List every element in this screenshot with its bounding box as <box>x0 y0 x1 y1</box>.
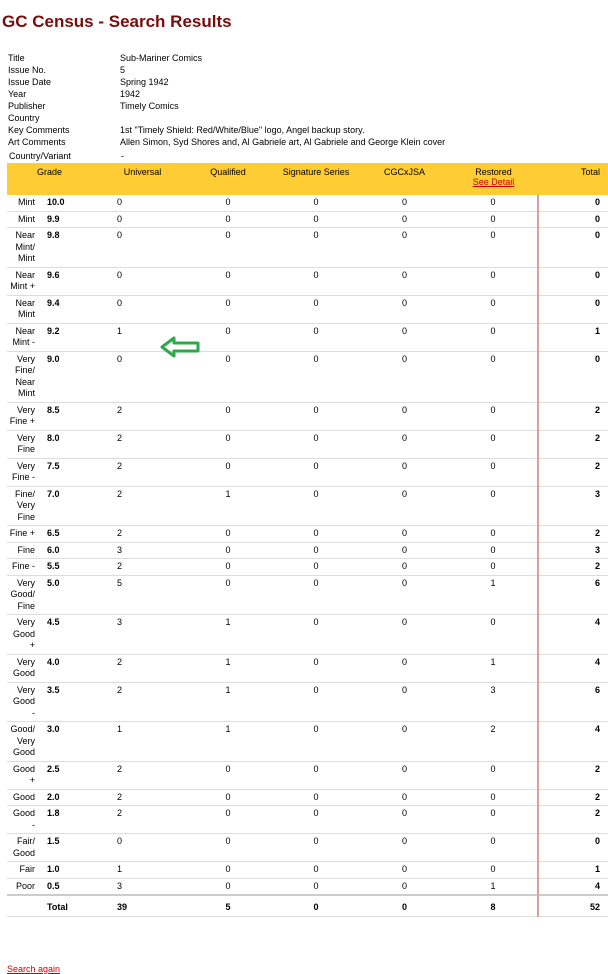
signature-count: 0 <box>272 402 360 430</box>
total-count: 1 <box>538 862 608 879</box>
totals-signature: 0 <box>272 895 360 916</box>
info-row <box>8 112 608 124</box>
universal-count: 2 <box>101 458 184 486</box>
restored-count: 3 <box>449 682 538 722</box>
cgcxjsa-count: 0 <box>360 323 449 351</box>
country-variant-label: Country/Variant <box>9 151 71 161</box>
grade-value: 9.9 <box>41 211 101 228</box>
qualified-count: 0 <box>184 211 272 228</box>
signature-count: 0 <box>272 789 360 806</box>
restored-count: 0 <box>449 615 538 655</box>
restored-count: 0 <box>449 806 538 834</box>
universal-count: 3 <box>101 615 184 655</box>
grade-value: 0.5 <box>41 878 101 895</box>
qualified-count: 0 <box>184 402 272 430</box>
restored-count: 0 <box>449 228 538 268</box>
universal-count: 0 <box>101 228 184 268</box>
cgcxjsa-count: 0 <box>360 542 449 559</box>
table-row <box>7 195 608 211</box>
grade-value: 4.0 <box>41 654 101 682</box>
info-value: Timely Comics <box>120 101 179 111</box>
table-row <box>7 211 608 228</box>
cgcxjsa-count: 0 <box>360 878 449 895</box>
grade-value: 8.5 <box>41 402 101 430</box>
cgcxjsa-count: 0 <box>360 486 449 526</box>
table-row <box>7 862 608 879</box>
grade-value: 7.5 <box>41 458 101 486</box>
header-universal: Universal <box>101 163 184 195</box>
signature-count: 0 <box>272 267 360 295</box>
signature-count: 0 <box>272 195 360 211</box>
table-row <box>7 542 608 559</box>
info-label: Publisher <box>8 101 46 111</box>
grade-value: 3.5 <box>41 682 101 722</box>
qualified-count: 0 <box>184 195 272 211</box>
universal-count: 2 <box>101 682 184 722</box>
table-row <box>7 722 608 762</box>
table-row <box>7 458 608 486</box>
total-count: 4 <box>538 878 608 895</box>
grade-name: Very Fine + <box>7 402 41 430</box>
info-label: Issue Date <box>8 77 52 87</box>
info-value: 5 <box>120 65 126 75</box>
grade-name: Good + <box>7 761 41 789</box>
grade-value: 9.2 <box>41 323 101 351</box>
header-restored-label: Restored <box>475 167 512 177</box>
info-value: Spring 1942 <box>120 77 169 87</box>
universal-count: 1 <box>101 862 184 879</box>
info-row <box>8 136 608 148</box>
total-count: 2 <box>538 402 608 430</box>
universal-count: 2 <box>101 486 184 526</box>
qualified-count: 0 <box>184 526 272 543</box>
grade-name: Fine/ Very Fine <box>7 486 41 526</box>
grade-value: 1.8 <box>41 806 101 834</box>
grade-name: Very Good + <box>7 615 41 655</box>
grade-value: 2.5 <box>41 761 101 789</box>
universal-count: 2 <box>101 402 184 430</box>
table-row <box>7 789 608 806</box>
cgcxjsa-count: 0 <box>360 402 449 430</box>
table-row <box>7 402 608 430</box>
info-value: 1st "Timely Shield: Red/White/Blue" logo, Angel backup story. <box>120 125 365 135</box>
restored-count: 0 <box>449 761 538 789</box>
totals-universal: 39 <box>101 895 184 916</box>
grade-value: 4.5 <box>41 615 101 655</box>
universal-count: 1 <box>101 323 184 351</box>
total-count: 0 <box>538 295 608 323</box>
signature-count: 0 <box>272 615 360 655</box>
qualified-count: 0 <box>184 351 272 402</box>
grade-value: 9.0 <box>41 351 101 402</box>
signature-count: 0 <box>272 862 360 879</box>
total-count: 2 <box>538 526 608 543</box>
info-row <box>8 76 608 88</box>
cgcxjsa-count: 0 <box>360 351 449 402</box>
qualified-count: 0 <box>184 430 272 458</box>
grade-value: 10.0 <box>41 195 101 211</box>
table-row <box>7 486 608 526</box>
header-qualified: Qualified <box>184 163 272 195</box>
restored-count: 0 <box>449 458 538 486</box>
grade-name: Near Mint - <box>7 323 41 351</box>
signature-count: 0 <box>272 834 360 862</box>
restored-count: 0 <box>449 789 538 806</box>
cgcxjsa-count: 0 <box>360 458 449 486</box>
info-row <box>8 88 608 100</box>
total-count: 2 <box>538 458 608 486</box>
total-count: 2 <box>538 761 608 789</box>
restored-count: 0 <box>449 559 538 576</box>
grade-name: Fine + <box>7 526 41 543</box>
restored-count: 0 <box>449 526 538 543</box>
comic-info <box>8 52 608 148</box>
qualified-count: 0 <box>184 761 272 789</box>
total-count: 2 <box>538 430 608 458</box>
universal-count: 0 <box>101 195 184 211</box>
restored-count: 1 <box>449 878 538 895</box>
universal-count: 2 <box>101 430 184 458</box>
table-row <box>7 295 608 323</box>
signature-count: 0 <box>272 486 360 526</box>
qualified-count: 0 <box>184 575 272 615</box>
cgcxjsa-count: 0 <box>360 862 449 879</box>
signature-count: 0 <box>272 542 360 559</box>
qualified-count: 0 <box>184 789 272 806</box>
restored-count: 0 <box>449 267 538 295</box>
grade-value: 9.8 <box>41 228 101 268</box>
cgcxjsa-count: 0 <box>360 559 449 576</box>
grade-name: Near Mint + <box>7 267 41 295</box>
table-row <box>7 654 608 682</box>
cgcxjsa-count: 0 <box>360 228 449 268</box>
signature-count: 0 <box>272 761 360 789</box>
table-row <box>7 559 608 576</box>
header-grade: Grade <box>7 163 101 195</box>
restored-count: 0 <box>449 862 538 879</box>
grade-name: Fair <box>7 862 41 879</box>
signature-count: 0 <box>272 211 360 228</box>
restored-count: 0 <box>449 542 538 559</box>
universal-count: 2 <box>101 789 184 806</box>
grade-name: Mint <box>7 211 41 228</box>
page-title: GC Census - Search Results <box>2 12 232 31</box>
total-count: 4 <box>538 722 608 762</box>
qualified-count: 0 <box>184 295 272 323</box>
info-label: Art Comments <box>8 137 66 147</box>
totals-spacer <box>7 895 41 916</box>
info-value: Sub-Mariner Comics <box>120 53 203 63</box>
grade-name: Very Good - <box>7 682 41 722</box>
universal-count: 0 <box>101 351 184 402</box>
universal-count: 2 <box>101 761 184 789</box>
table-row <box>7 761 608 789</box>
table-row <box>7 682 608 722</box>
table-row <box>7 575 608 615</box>
total-count: 0 <box>538 211 608 228</box>
grade-value: 5.5 <box>41 559 101 576</box>
totals-row <box>7 895 608 916</box>
qualified-count: 1 <box>184 722 272 762</box>
country-variant-value: - <box>121 151 124 161</box>
qualified-count: 0 <box>184 806 272 834</box>
total-count: 2 <box>538 806 608 834</box>
header-cgcxjsa: CGCxJSA <box>360 163 449 195</box>
table-row <box>7 323 608 351</box>
signature-count: 0 <box>272 654 360 682</box>
signature-count: 0 <box>272 878 360 895</box>
table-row <box>7 351 608 402</box>
total-count: 4 <box>538 654 608 682</box>
cgcxjsa-count: 0 <box>360 834 449 862</box>
restored-count: 0 <box>449 402 538 430</box>
grade-name: Good <box>7 789 41 806</box>
grade-name: Very Good <box>7 654 41 682</box>
table-header-row <box>7 163 608 195</box>
grade-name: Very Fine - <box>7 458 41 486</box>
qualified-count: 1 <box>184 486 272 526</box>
cgcxjsa-count: 0 <box>360 806 449 834</box>
restored-count: 0 <box>449 351 538 402</box>
table-row <box>7 526 608 543</box>
info-label: Issue No. <box>8 65 47 75</box>
grade-value: 6.0 <box>41 542 101 559</box>
universal-count: 1 <box>101 722 184 762</box>
total-count: 1 <box>538 323 608 351</box>
restored-count: 0 <box>449 323 538 351</box>
cgcxjsa-count: 0 <box>360 761 449 789</box>
cgcxjsa-count: 0 <box>360 682 449 722</box>
signature-count: 0 <box>272 722 360 762</box>
universal-count: 0 <box>101 211 184 228</box>
see-detail-link[interactable]: See Detail <box>472 177 515 187</box>
qualified-count: 0 <box>184 862 272 879</box>
total-count: 3 <box>538 542 608 559</box>
total-count: 3 <box>538 486 608 526</box>
cgcxjsa-count: 0 <box>360 295 449 323</box>
header-restored <box>449 163 538 195</box>
grade-name: Very Good/ Fine <box>7 575 41 615</box>
grade-value: 1.5 <box>41 834 101 862</box>
universal-count: 2 <box>101 654 184 682</box>
totals-total: 52 <box>538 895 608 916</box>
totals-label: Total <box>41 895 101 916</box>
info-row <box>8 100 608 112</box>
grade-value: 3.0 <box>41 722 101 762</box>
universal-count: 0 <box>101 834 184 862</box>
cgcxjsa-count: 0 <box>360 654 449 682</box>
qualified-count: 0 <box>184 458 272 486</box>
universal-count: 5 <box>101 575 184 615</box>
signature-count: 0 <box>272 806 360 834</box>
table-row <box>7 267 608 295</box>
qualified-count: 0 <box>184 228 272 268</box>
grade-name: Poor <box>7 878 41 895</box>
info-value: 1942 <box>120 89 141 99</box>
total-count: 2 <box>538 789 608 806</box>
signature-count: 0 <box>272 458 360 486</box>
qualified-count: 1 <box>184 654 272 682</box>
total-count: 6 <box>538 682 608 722</box>
qualified-count: 0 <box>184 878 272 895</box>
total-count: 0 <box>538 228 608 268</box>
table-row <box>7 430 608 458</box>
cgcxjsa-count: 0 <box>360 789 449 806</box>
table-row <box>7 806 608 834</box>
total-count: 6 <box>538 575 608 615</box>
total-count: 0 <box>538 834 608 862</box>
left-arrow-icon <box>160 336 202 358</box>
universal-count: 0 <box>101 267 184 295</box>
grade-name: Very Fine <box>7 430 41 458</box>
restored-count: 1 <box>449 654 538 682</box>
cgcxjsa-count: 0 <box>360 722 449 762</box>
total-count: 0 <box>538 195 608 211</box>
total-count: 0 <box>538 351 608 402</box>
info-label: Country <box>8 113 40 123</box>
grade-name: Good - <box>7 806 41 834</box>
grade-value: 9.4 <box>41 295 101 323</box>
qualified-count: 0 <box>184 542 272 559</box>
grade-name: Fine - <box>7 559 41 576</box>
table-row <box>7 615 608 655</box>
grade-name: Near Mint/ Mint <box>7 228 41 268</box>
signature-count: 0 <box>272 559 360 576</box>
info-row <box>8 52 608 64</box>
total-count: 4 <box>538 615 608 655</box>
total-count: 2 <box>538 559 608 576</box>
restored-count: 0 <box>449 430 538 458</box>
info-label: Year <box>8 89 27 99</box>
table-row <box>7 878 608 895</box>
header-total: Total <box>538 163 608 195</box>
info-value: Allen Simon, Syd Shores and, Al Gabriele art, Al Gabriele and George Klein cover <box>120 137 446 147</box>
restored-count: 0 <box>449 834 538 862</box>
cgcxjsa-count: 0 <box>360 195 449 211</box>
census-table <box>7 163 608 917</box>
table-row <box>7 228 608 268</box>
info-row <box>8 64 608 76</box>
restored-count: 1 <box>449 575 538 615</box>
grade-name: Very Fine/ Near Mint <box>7 351 41 402</box>
grade-name: Good/ Very Good <box>7 722 41 762</box>
universal-count: 3 <box>101 542 184 559</box>
grade-name: Fine <box>7 542 41 559</box>
totals-cgcxjsa: 0 <box>360 895 449 916</box>
grade-value: 5.0 <box>41 575 101 615</box>
universal-count: 2 <box>101 806 184 834</box>
signature-count: 0 <box>272 430 360 458</box>
grade-value: 6.5 <box>41 526 101 543</box>
restored-count: 0 <box>449 195 538 211</box>
grade-value: 1.0 <box>41 862 101 879</box>
restored-count: 0 <box>449 211 538 228</box>
total-count: 0 <box>538 267 608 295</box>
universal-count: 3 <box>101 878 184 895</box>
cgcxjsa-count: 0 <box>360 575 449 615</box>
totals-qualified: 5 <box>184 895 272 916</box>
qualified-count: 0 <box>184 323 272 351</box>
qualified-count: 0 <box>184 267 272 295</box>
header-signature-series: Signature Series <box>272 163 360 195</box>
grade-name: Fair/ Good <box>7 834 41 862</box>
signature-count: 0 <box>272 323 360 351</box>
qualified-count: 0 <box>184 834 272 862</box>
country-variant <box>9 151 124 161</box>
cgcxjsa-count: 0 <box>360 526 449 543</box>
cgcxjsa-count: 0 <box>360 430 449 458</box>
info-row <box>8 124 608 136</box>
signature-count: 0 <box>272 228 360 268</box>
info-label: Title <box>8 53 25 63</box>
cgcxjsa-count: 0 <box>360 211 449 228</box>
qualified-count: 1 <box>184 682 272 722</box>
grade-value: 9.6 <box>41 267 101 295</box>
restored-count: 0 <box>449 295 538 323</box>
grade-value: 2.0 <box>41 789 101 806</box>
restored-count: 2 <box>449 722 538 762</box>
signature-count: 0 <box>272 295 360 323</box>
totals-restored: 8 <box>449 895 538 916</box>
universal-count: 2 <box>101 559 184 576</box>
signature-count: 0 <box>272 575 360 615</box>
info-label: Key Comments <box>8 125 70 135</box>
universal-count: 0 <box>101 295 184 323</box>
search-again-link[interactable]: Search again <box>7 964 61 974</box>
grade-name: Mint <box>7 195 41 211</box>
cgcxjsa-count: 0 <box>360 267 449 295</box>
universal-count: 2 <box>101 526 184 543</box>
signature-count: 0 <box>272 682 360 722</box>
qualified-count: 1 <box>184 615 272 655</box>
grade-value: 7.0 <box>41 486 101 526</box>
grade-value: 8.0 <box>41 430 101 458</box>
cgcxjsa-count: 0 <box>360 615 449 655</box>
qualified-count: 0 <box>184 559 272 576</box>
table-row <box>7 834 608 862</box>
signature-count: 0 <box>272 351 360 402</box>
restored-count: 0 <box>449 486 538 526</box>
signature-count: 0 <box>272 526 360 543</box>
grade-name: Near Mint <box>7 295 41 323</box>
